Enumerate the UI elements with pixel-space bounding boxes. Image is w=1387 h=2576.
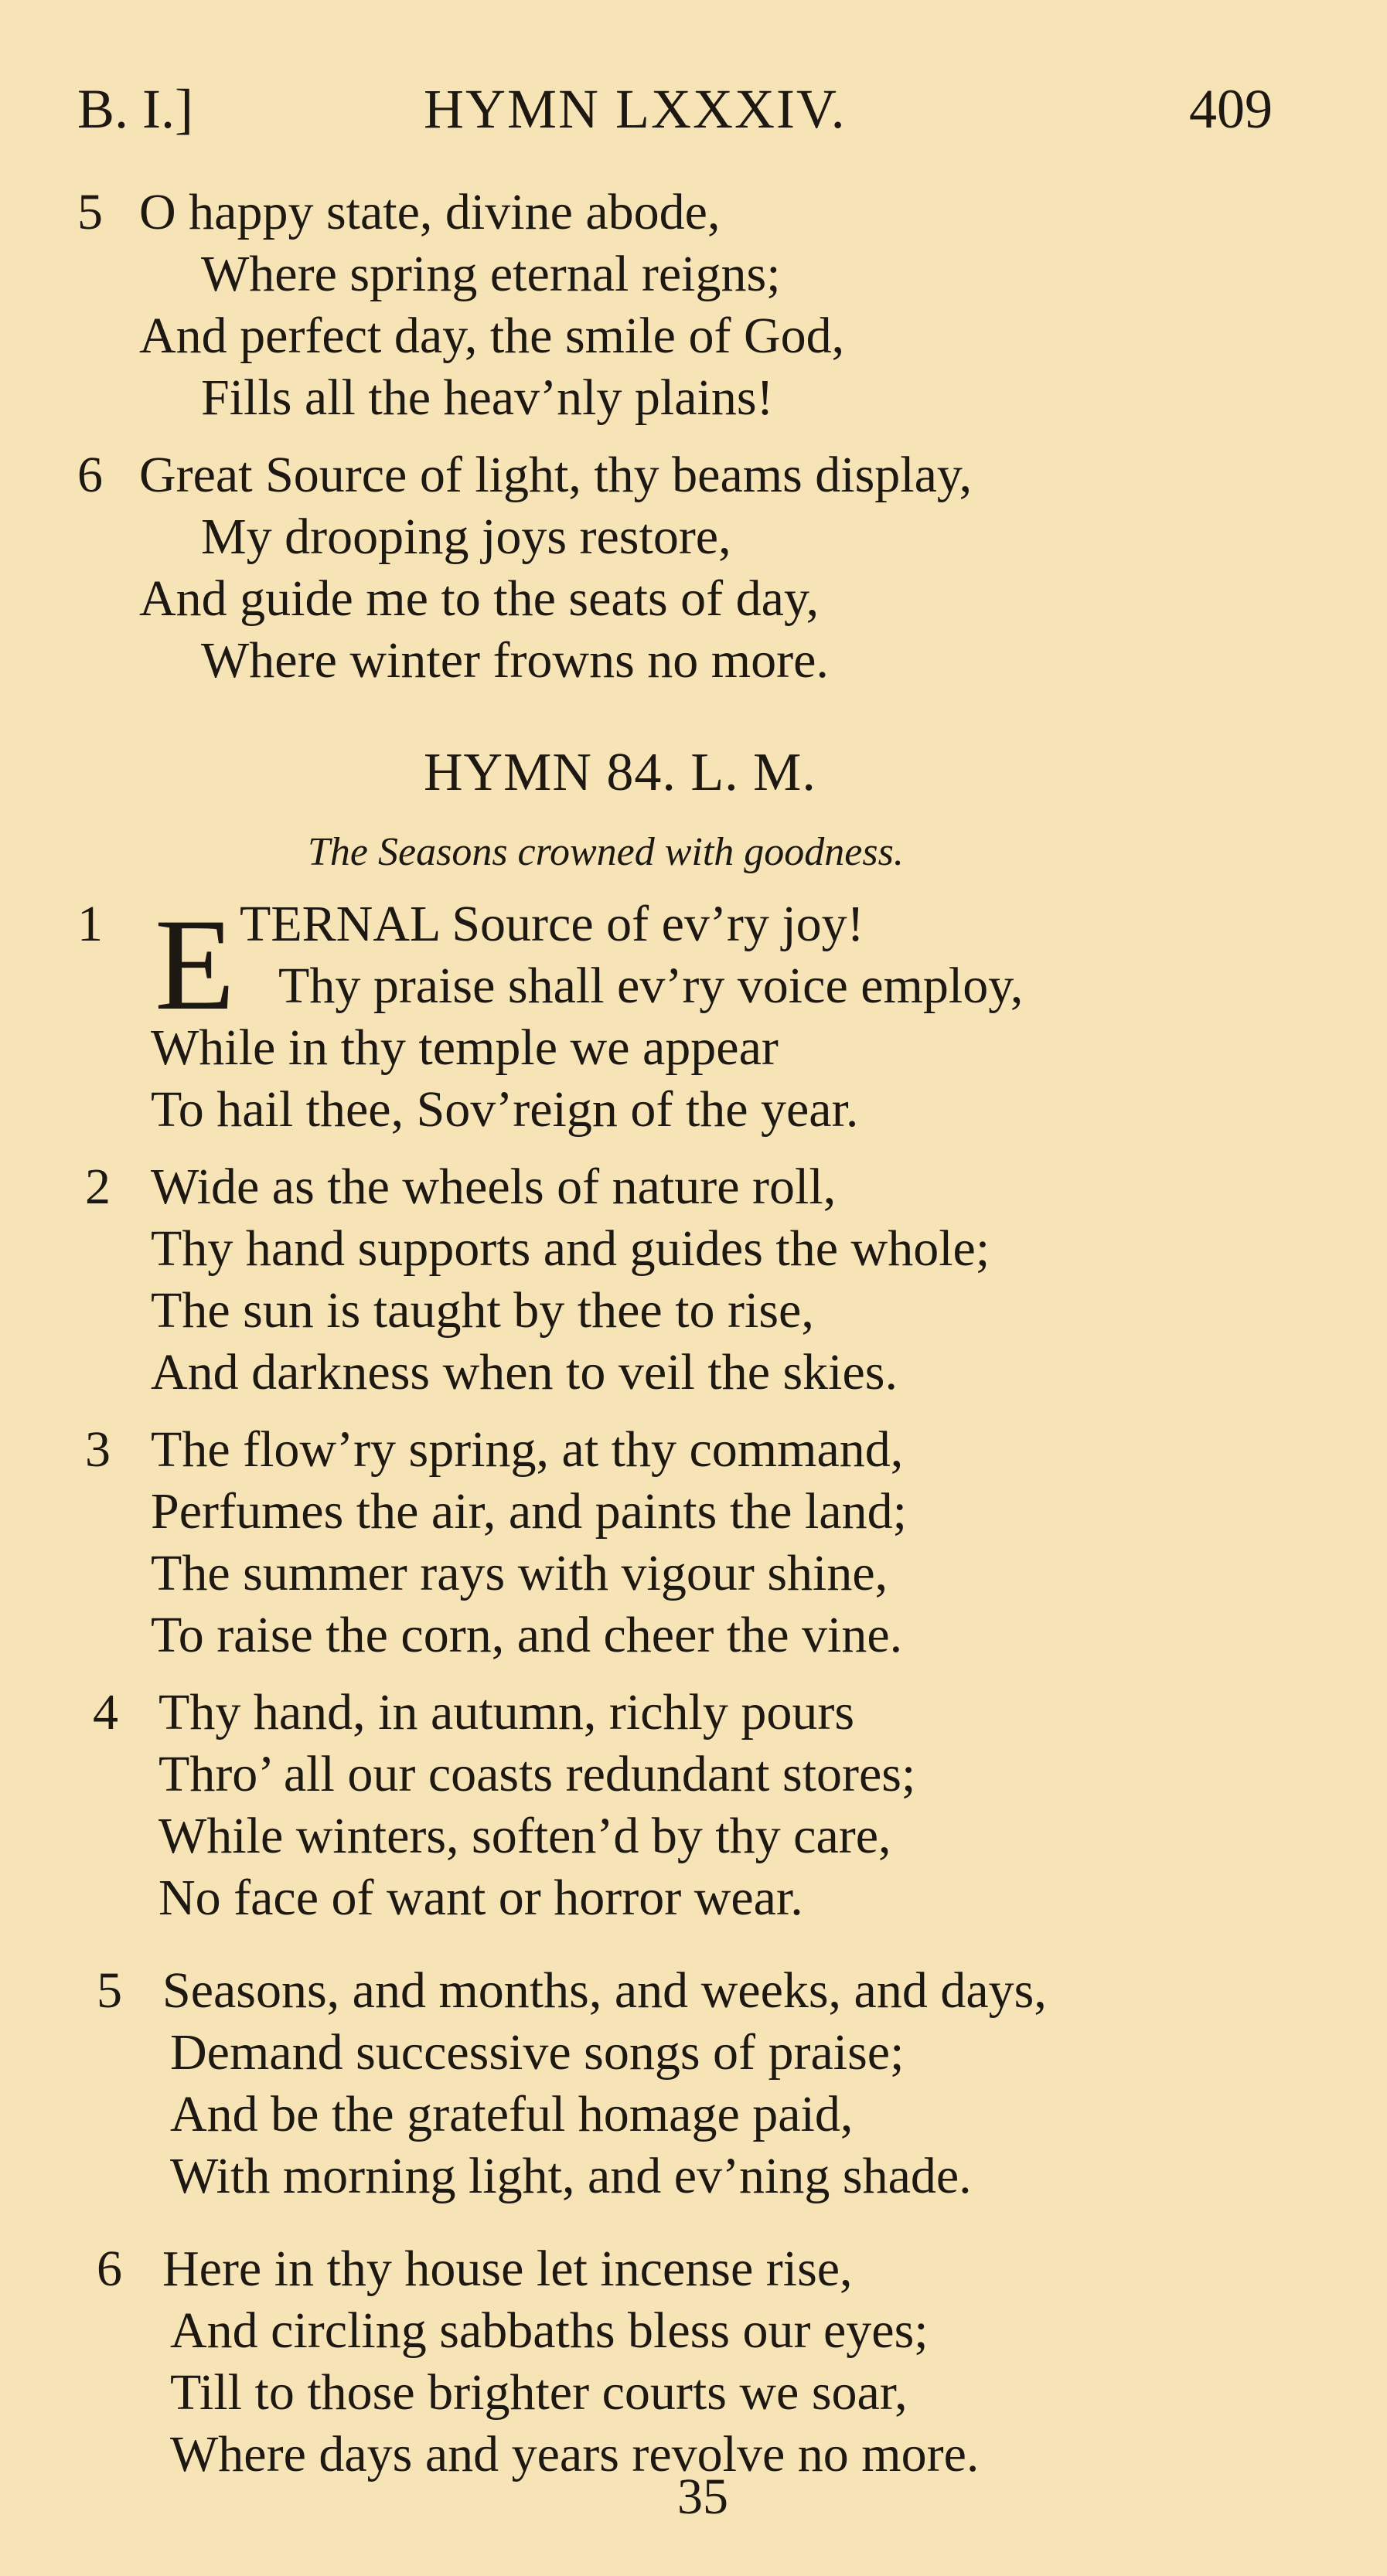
verse-line: While winters, soften’d by thy care, [158, 1808, 891, 1864]
verse-line: Great Source of light, thy beams display, [139, 447, 973, 503]
verse-line: Thy hand, in autumn, richly pours [158, 1684, 855, 1741]
verse-number: 6 [77, 447, 103, 503]
page-number: 409 [1189, 78, 1273, 140]
hymn-title: HYMN 84. L. M. [424, 743, 816, 802]
verse-line: TERNAL Source of ev’ry joy! [240, 896, 864, 952]
verse-line: While in thy temple we appear [151, 1019, 779, 1076]
verse-line: Thy praise shall ev’ry voice employ, [278, 958, 1024, 1014]
verse-line: And darkness when to veil the skies. [151, 1344, 898, 1400]
signature-mark: 35 [677, 2469, 728, 2525]
hymn-subtitle: The Seasons crowned with goodness. [308, 830, 904, 874]
verse-number: 3 [85, 1421, 111, 1478]
verse-line: Here in thy house let incense rise, [162, 2241, 853, 2297]
verse-number: 4 [93, 1684, 118, 1741]
verse-line: And be the grateful homage paid, [170, 2086, 854, 2142]
verse-line: The summer rays with vigour shine, [151, 1545, 888, 1601]
verse-line: O happy state, divine abode, [139, 184, 721, 240]
verse-line: Where days and years revolve no more. [170, 2426, 980, 2482]
drop-cap: E [155, 892, 235, 1037]
verse-line: And circling sabbaths bless our eyes; [170, 2302, 929, 2359]
verse-line: Where winter frowns no more. [201, 632, 829, 689]
verse-line: And perfect day, the smile of God, [139, 308, 845, 364]
verse-line: Demand successive songs of praise; [170, 2024, 905, 2081]
verse-number: 1 [77, 896, 103, 952]
verse-line: Wide as the wheels of nature roll, [151, 1159, 837, 1215]
verse-number: 5 [97, 1962, 122, 2019]
book-section-label: B. I.] [77, 78, 193, 140]
verse-line: The flow’ry spring, at thy command, [151, 1421, 904, 1478]
running-title: HYMN LXXXIV. [424, 78, 847, 140]
verse-line: The sun is taught by thee to rise, [151, 1282, 814, 1339]
verse-line: Where spring eternal reigns; [201, 246, 781, 302]
verse-line: And guide me to the seats of day, [139, 570, 820, 627]
verse-line: Till to those brighter courts we soar, [170, 2364, 908, 2421]
verse-line: To raise the corn, and cheer the vine. [151, 1607, 903, 1663]
verse-number: 6 [97, 2241, 122, 2297]
verse-line: Seasons, and months, and weeks, and days, [162, 1962, 1047, 2019]
verse-line: My drooping joys restore, [201, 509, 731, 565]
verse-line: With morning light, and ev’ning shade. [170, 2148, 972, 2204]
verse-line: Thy hand supports and guides the whole; [151, 1220, 990, 1277]
verse-line: Thro’ all our coasts redundant stores; [158, 1746, 916, 1802]
verse-number: 2 [85, 1159, 111, 1215]
page-header [0, 77, 1387, 147]
verse-line: No face of want or horror wear. [158, 1870, 803, 1926]
verse-number: 5 [77, 184, 103, 240]
verse-line: To hail thee, Sov’reign of the year. [151, 1081, 859, 1138]
verse-line: Fills all the heav’nly plains! [201, 369, 774, 426]
verse-line: Perfumes the air, and paints the land; [151, 1483, 907, 1540]
